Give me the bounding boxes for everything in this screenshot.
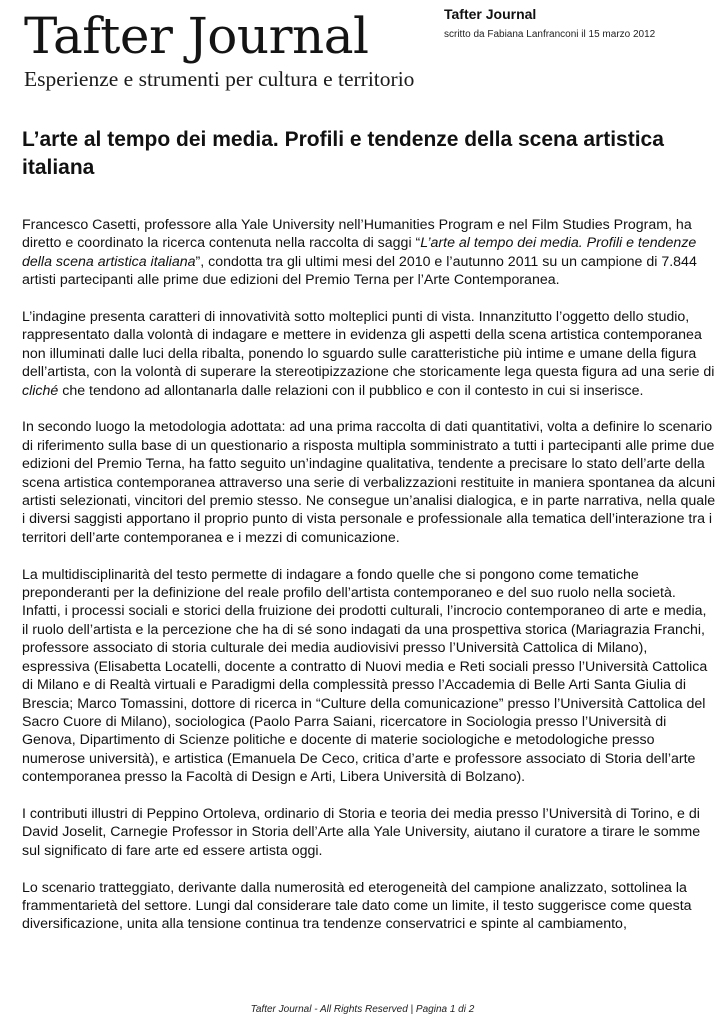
paragraph-2: [22, 308, 716, 400]
masthead-logo: [24, 8, 419, 92]
paragraph-5: I contributi illustri di Peppino Ortoleva, ordinario di Storia e teoria dei media presso l’Università di Torino, e di David Joselit, Carnegie Professor in Storia dell’Arte alla Yale University, aiutano il curatore a tirare le somme sul significato di fare arte ed essere artista oggi.: [22, 805, 701, 859]
paragraph-4: La multidisciplinarità del testo permette di indagare a fondo quelle che si pongono come tematiche preponderanti per la definizione del reale profilo dell’artista contemporaneo e del suo ruolo nella società. Infatti, i processi sociali e storici della fruizione dei prodotti culturali, l’incrocio contemporaneo di arte e media, il ruolo dell’artista e la percezione che ha di sé sono indagati da una prospettiva storica (Mariagrazia Franchi, professore associato di storia culturale dei media audiovisivi presso l’Università Cattolica di Milano), espressiva (Elisabetta Locatelli, docente a contratto di Nuovi media e Reti sociali presso l’Università Cattolica di Milano e di Realtà virtuali e Paradigmi della complessità presso l’Accademia di Belle Arti Santa Giulia di Brescia; Marco Tomassini, dottore di ricerca in “Culture della comunicazione” presso l’Università Cattolica del Sacro Cuore di Milano), sociologica (Paolo Parra Saiani, ricercatore in Sociologia presso l’Università di Genova, Dipartimento di Scienze politiche e docente di materie sociologiche e metodologiche presso numerose università), e artistica (Emanuela De Ceco, critica d’arte e professore associato di Storia dell’arte contemporanea presso la Facoltà di Design e Arti, Libera Università di Bolzano).: [22, 566, 708, 786]
article-byline: scritto da Fabiana Lanfranconi il 15 marzo 2012: [444, 29, 656, 40]
journal-name: Tafter Journal: [444, 6, 537, 22]
paragraph-1: [22, 216, 716, 290]
paragraph-3: In secondo luogo la metodologia adottata: ad una prima raccolta di dati quantitativi, volta a definire lo scenario di riferimento sulla base di un questionario a risposta multipla somministrato a tutti i partecipanti alle prime due edizioni del Premio Terna, ha fatto seguito un’indagine qualitativa, tendente a precisare lo stato dell’arte della scena artistica contemporanea attraverso una serie di verbalizzazioni restituite in maniera spontanea da alcuni artisti selezionati, vincitori del premio stesso. Ne consegue un’analisi dialogica, e in parte narrativa, nella quale i diversi saggisti apportano il proprio punto di vista personale e professionale alla tematica dell’interazione tra i territori dell’arte contemporanea e i mezzi di comunicazione.: [22, 419, 716, 546]
page-footer: Tafter Journal - All Rights Reserved | Pagina 1 di 2: [250, 1004, 475, 1015]
paragraph-6: Lo scenario tratteggiato, derivante dalla numerosità ed eterogeneità del campione analizzato, sottolinea la frammentarietà del settore. Lungi dal considerare tale dato come un limite, il testo suggerisce come questa diversificazione, unita alla tensione continua tra tendenze conservatrici e spinte al cambiamento,: [22, 879, 692, 933]
paragraph-2-text-b: che tendono ad allontanarla dalle relazioni con il pubblico e con il contesto in cui si inserisce.: [58, 382, 644, 399]
article-title: L’arte al tempo dei media. Profili e tendenze della scena artistica italiana: [22, 128, 664, 179]
paragraph-2-text-a: L’indagine presenta caratteri di innovatività sotto molteplici punti di vista. Innanzitutto l’oggetto dello studio, rappresentato dalla volontà di indagare e mettere in evidenza gli aspetti della scena artistica contemporanea non illuminati dalle luci della ribalta, ponendo lo sguardo sulle caratteristiche più intime e umane della figura dell’artista, con la volontà di superare la stereotipizzazione che storicamente lega questa figura ad una serie di: [22, 309, 715, 381]
article-body: [22, 216, 716, 952]
paragraph-1-text-b: ”, condotta tra gli ultimi mesi del 2010 e l’autunno 2011 su un campione di 7.844 artisti partecipanti alle prime due edizioni del Premio Terna per l’Arte Contemporanea.: [22, 253, 697, 289]
paragraph-1-text-a: Francesco Casetti, professore alla Yale University nell’Humanities Program e nel Film Studies Program, ha diretto e coordinato la ricerca contenuta nella raccolta di saggi “: [22, 217, 692, 252]
header-meta: [444, 5, 714, 42]
logo-subtitle: Esperienze e strumenti per cultura e territorio: [24, 67, 415, 91]
book-title-emphasis: L’arte al tempo dei media. Profili e tendenze della scena artistica italiana: [22, 235, 697, 270]
cliche-emphasis: cliché: [22, 382, 59, 399]
logo-title: Tafter Journal: [24, 7, 369, 65]
